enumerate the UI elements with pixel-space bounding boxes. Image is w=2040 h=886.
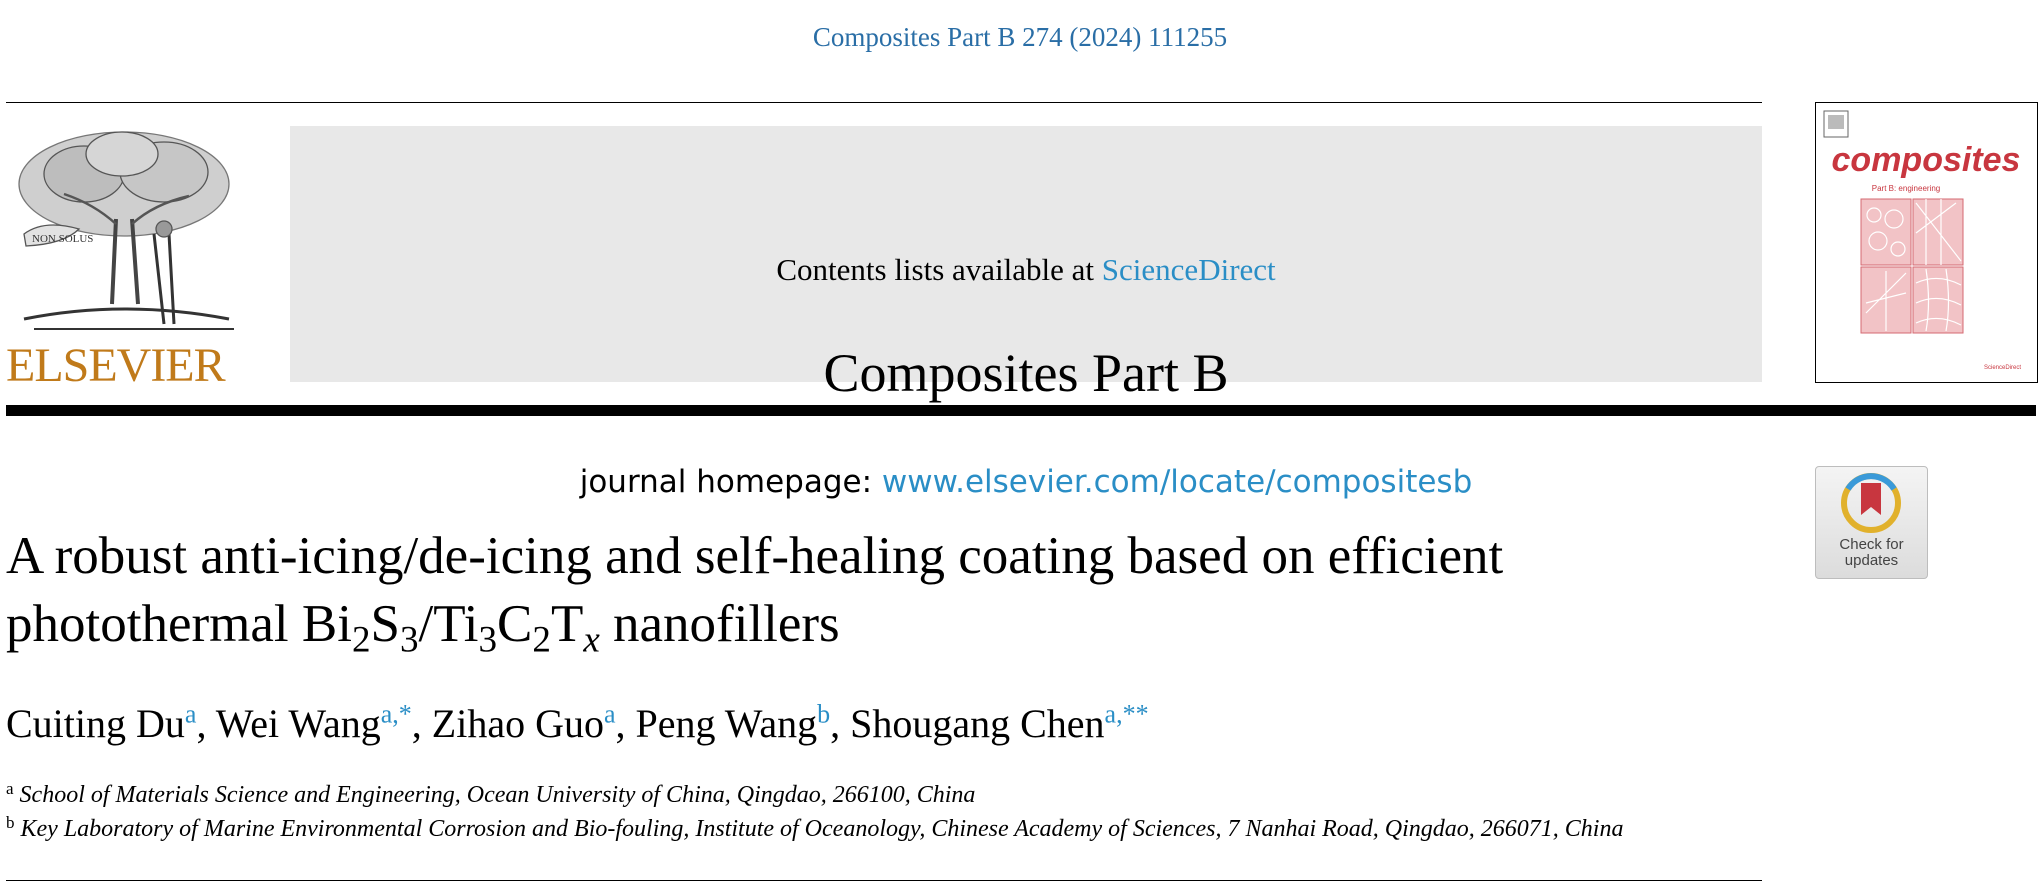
author-name[interactable]: Peng Wang bbox=[635, 701, 818, 746]
cover-title: composites bbox=[1831, 141, 2021, 179]
title-part: T bbox=[550, 595, 584, 653]
title-subscript: 2 bbox=[532, 619, 551, 661]
author-affiliation-mark[interactable]: a bbox=[603, 699, 616, 729]
author-name[interactable]: Wei Wang bbox=[215, 701, 381, 746]
bookmark-icon bbox=[1816, 467, 1927, 537]
journal-title: Composites Part B bbox=[823, 343, 1229, 403]
title-part: S bbox=[370, 595, 400, 653]
title-line1: A robust anti-icing/de-icing and self-healing coating based on efficient bbox=[6, 527, 1504, 585]
article-title bbox=[6, 522, 1766, 661]
affiliation-text: School of Materials Science and Engineering, Ocean University of China, Qingdao, 266100, China bbox=[19, 782, 976, 808]
author-name[interactable]: Shougang Chen bbox=[850, 701, 1105, 746]
author-separator: , bbox=[411, 701, 432, 746]
journal-banner bbox=[290, 126, 1762, 500]
title-part: nanofillers bbox=[599, 595, 840, 653]
title-subscript: x bbox=[583, 619, 600, 661]
author-affiliation-mark[interactable]: a bbox=[184, 699, 197, 729]
citation-link[interactable]: Composites Part B 274 (2024) 111255 bbox=[812, 22, 1228, 52]
sciencedirect-link[interactable]: ScienceDirect bbox=[1101, 252, 1276, 287]
author-list bbox=[6, 700, 1149, 747]
author-separator: , bbox=[830, 701, 851, 746]
logo-motto: NON SOLUS bbox=[32, 233, 94, 245]
homepage-prefix: journal homepage: bbox=[579, 464, 882, 500]
title-part: /Ti bbox=[418, 595, 479, 653]
affiliation-mark: a bbox=[6, 778, 14, 798]
journal-cover[interactable] bbox=[1815, 102, 2038, 383]
footer-rule bbox=[6, 880, 1762, 881]
affiliation-b bbox=[6, 812, 1624, 843]
badge-line1: Check for bbox=[1839, 536, 1904, 553]
cover-footer: ScienceDirect bbox=[1983, 365, 2021, 371]
author-name[interactable]: Cuiting Du bbox=[6, 701, 185, 746]
affiliation-text: Key Laboratory of Marine Environmental Corrosion and Bio-fouling, Institute of Oceanology, Chinese Academy of Sciences, 7 Nanhai Road, Qingdao, 266071, China bbox=[20, 816, 1624, 842]
affiliation-a bbox=[6, 778, 976, 809]
check-for-updates-button[interactable] bbox=[1815, 466, 1928, 579]
badge-label bbox=[1816, 537, 1927, 569]
title-subscript: 2 bbox=[351, 619, 371, 661]
affiliation-mark: b bbox=[6, 812, 15, 832]
author-name[interactable]: Zihao Guo bbox=[431, 701, 604, 746]
author-separator: , bbox=[615, 701, 636, 746]
header-rule bbox=[6, 102, 1762, 103]
title-part: photothermal Bi bbox=[6, 595, 352, 653]
title-line2 bbox=[6, 590, 1766, 661]
badge-line2: updates bbox=[1844, 552, 1899, 569]
contents-line bbox=[290, 252, 1762, 288]
cover-subtitle: Part B: engineering bbox=[1871, 184, 1941, 193]
cover-image bbox=[1816, 103, 2037, 382]
elsevier-tree-icon bbox=[4, 124, 244, 334]
publisher-name: ELSEVIER bbox=[6, 339, 225, 392]
title-subscript: 3 bbox=[399, 619, 419, 661]
title-subscript: 3 bbox=[478, 619, 498, 661]
author-affiliation-mark[interactable]: a,** bbox=[1104, 699, 1149, 729]
homepage-line bbox=[290, 464, 1762, 500]
homepage-link[interactable]: www.elsevier.com/locate/compositesb bbox=[881, 464, 1473, 500]
header-thick-rule bbox=[6, 405, 2036, 416]
title-part: C bbox=[497, 595, 533, 653]
author-affiliation-mark[interactable]: a,* bbox=[380, 699, 412, 729]
author-separator: , bbox=[196, 701, 216, 746]
author-affiliation-mark[interactable]: b bbox=[817, 699, 831, 729]
contents-prefix: Contents lists available at bbox=[776, 252, 1102, 287]
